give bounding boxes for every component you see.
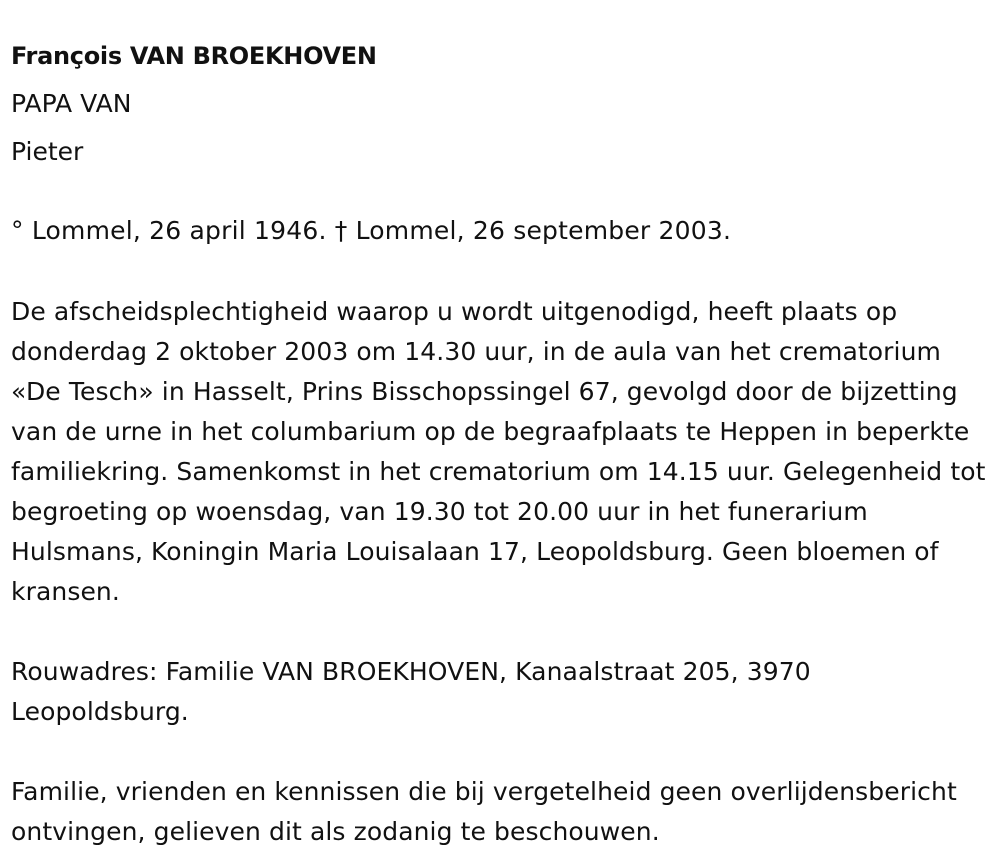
relation-name: Pieter [11,137,84,166]
ceremony-paragraph: De afscheidsplechtigheid waarop u wordt uitgenodigd, heeft plaats op donderdag 2 oktober 2003 om 14.30 uur, in de aula van het crematorium «De Tesch» in Hasselt, Prins Bisschopssingel 67, gevolgd door de bijzetting van de urne in het columbarium op de begraafplaats te Heppen in beperkte familiekring. Samenkomst in het crematorium om 14.15 uur. Gelegenheid tot begroeting op woensdag, van 19.30 tot 20.00 uur in het funerarium Hulsmans, Koningin Maria Louisalaan 17, Leopoldsburg. Geen bloemen of kransen. [11,297,986,606]
relation-label: PAPA VAN [11,89,132,118]
birth-death-dates: ° Lommel, 26 april 1946. † Lommel, 26 september 2003. [11,216,732,245]
closing-note: Familie, vrienden en kennissen die bij vergetelheid geen overlijdensbericht ontvingen, gelieven dit als zodanig te beschouwen. [11,777,957,846]
deceased-name: François VAN BROEKHOVEN [11,42,377,70]
mourning-address: Rouwadres: Familie VAN BROEKHOVEN, Kanaalstraat 205, 3970 Leopoldsburg. [11,657,811,726]
